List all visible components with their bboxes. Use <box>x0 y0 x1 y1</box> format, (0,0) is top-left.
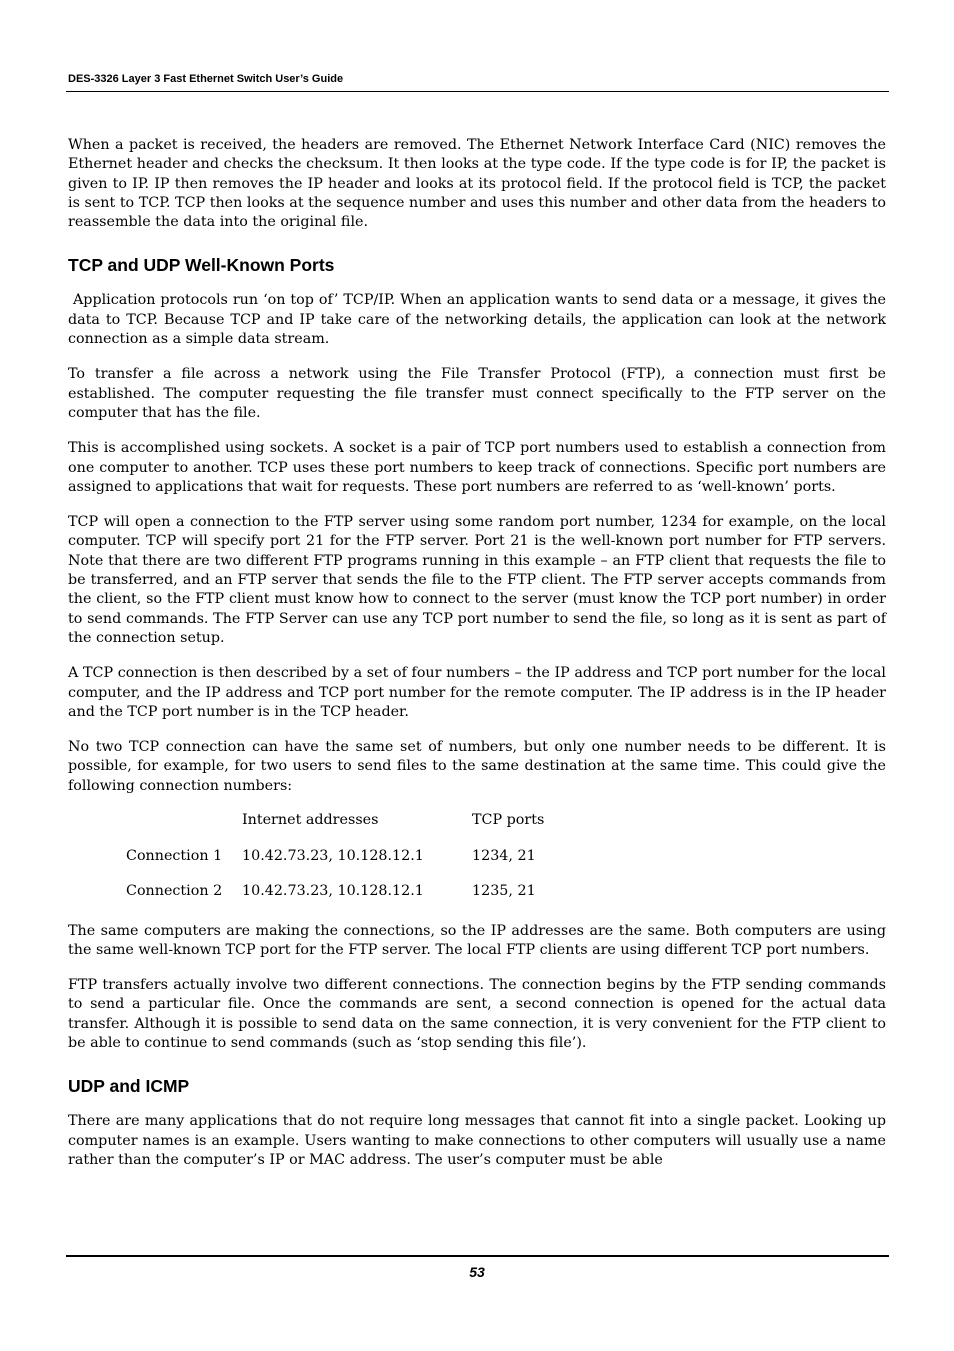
paragraph: FTP transfers actually involve two different connections. The connection begins by the FTP sending commands to send a particular file. Once the commands are sent, a second connection is opened for the actual data transfer. Although it is possible to send data on the same connection, it is very convenient for the FTP client to be able to continue to send commands (such as ‘stop sending this file’). <box>68 977 886 1051</box>
running-header: DES-3326 Layer 3 Fast Ethernet Switch User’s Guide <box>68 73 344 85</box>
section-heading-tcp-udp: TCP and UDP Well-Known Ports <box>68 255 335 276</box>
table-cell: Connection 1 <box>126 847 223 864</box>
paragraph: The same computers are making the connections, so the IP addresses are the same. Both computers are using the same well-known TCP port for the FTP server. The local FTP clients are using different TCP port numbers. <box>68 922 886 958</box>
paragraph: A TCP connection is then described by a set of four numbers – the IP address and TCP port number for the local computer, and the IP address and TCP port number for the remote computer. The IP address is in the IP header and the TCP port number is in the TCP header. <box>68 665 886 720</box>
table-cell: 10.42.73.23, 10.128.12.1 <box>242 847 424 864</box>
paragraph: No two TCP connection can have the same set of numbers, but only one number needs to be different. It is possible, for example, for two users to send files to the same destination at the same time. This could give the following connection numbers: <box>68 739 886 794</box>
table-row <box>68 882 886 918</box>
table-header-cell: TCP ports <box>472 812 545 829</box>
connection-table <box>68 811 886 918</box>
header-rule <box>66 91 889 92</box>
page-content <box>68 136 891 1186</box>
table-header-cell <box>68 811 242 847</box>
paragraph: There are many applications that do not require long messages that cannot fit into a single packet. Looking up computer names is an example. Users wanting to make connections to other computers will usually use a name rather than the computer’s IP or MAC address. The user’s computer must be able <box>68 1113 886 1168</box>
paragraph: This is accomplished using sockets. A socket is a pair of TCP port numbers used to establish a connection from one computer to another. TCP uses these port numbers to keep track of connections. Specific port numbers are assigned to applications that wait for requests. These port numbers are referred to as ‘well-known’ ports. <box>68 440 886 495</box>
paragraph: Application protocols run ‘on top of’ TCP/IP. When an application wants to send data or a message, it gives the data to TCP. Because TCP and IP take care of the networking details, the application can look at the network connection as a simple data stream. <box>68 292 891 348</box>
paragraph: TCP will open a connection to the FTP server using some random port number, 1234 for example, on the local computer. TCP will specify port 21 for the FTP server. Port 21 is the well-known port number for FTP servers. Note that there are two different FTP programs running in this example – an FTP client that requests the file to be transferred, and an FTP server that sends the file to the FTP client. The FTP server accepts commands from the client, so the FTP client must know how to connect to the server (must know the TCP port number) in order to send commands. The FTP Server can use any TCP port number to send the file, so long as it is sent as part of the connection setup. <box>68 514 886 646</box>
intro-paragraph: When a packet is received, the headers are removed. The Ethernet Network Interface Card (NIC) removes the Ethernet header and checks the checksum. It then looks at the type code. If the type code is for IP, the packet is given to IP. IP then removes the IP header and looks at its protocol field. If the protocol field is TCP, the packet is sent to TCP. TCP then looks at the sequence number and uses this number and other data from the headers to reassemble the data into the original file. <box>68 137 886 231</box>
page-number: 53 <box>469 1264 485 1280</box>
table-cell: 1235, 21 <box>472 883 536 900</box>
footer-rule <box>66 1255 889 1257</box>
table-cell: 1234, 21 <box>472 847 536 864</box>
connection-table-header <box>68 811 886 847</box>
table-cell: 10.42.73.23, 10.128.12.1 <box>242 883 424 900</box>
table-row <box>68 847 886 883</box>
table-cell: Connection 2 <box>126 883 223 900</box>
paragraph: To transfer a file across a network using the File Transfer Protocol (FTP), a connection must first be established. The computer requesting the file transfer must connect specifically to the FTP server on the computer that has the file. <box>68 366 886 421</box>
section-heading-udp-icmp: UDP and ICMP <box>68 1076 190 1097</box>
table-header-cell: Internet addresses <box>242 812 379 829</box>
